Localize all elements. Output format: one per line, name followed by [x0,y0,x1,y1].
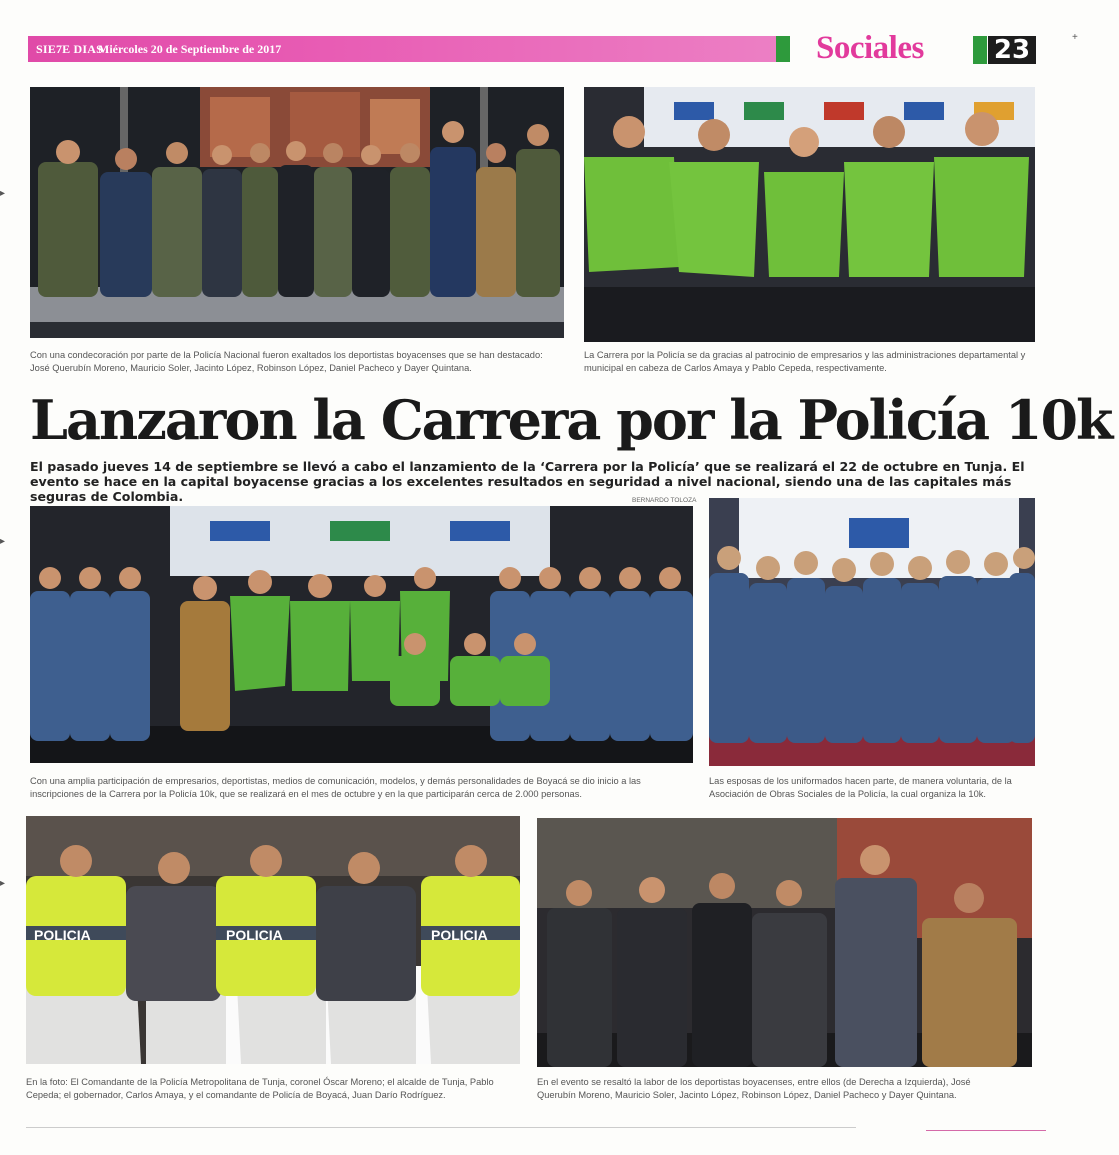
footer-rule [26,1127,856,1128]
page-margin-mark: + [1072,32,1078,43]
issue-date: Miércoles 20 de Septiembre de 2017 [98,42,282,56]
section-title: Sociales [816,30,924,66]
photo-caption: Las esposas de los uniformados hacen parte, de manera voluntaria, de la Asociación de Obras Sociales de la Policía, la cual organiza la 10k. [709,776,1012,799]
footer-rule [926,1130,1046,1131]
page-margin-mark: ▸ [0,878,6,889]
page-number-green-block [973,36,987,64]
page-margin-mark: ▸ [0,536,6,547]
photo-honored-athletes [537,818,1032,1067]
photo-caption: Con una amplia participación de empresarios, deportistas, medios de comunicación, modelos, y demás personalidades de Boyacá se dio inicio a las inscripciones de la Carrera por la Policía 10k, que se realizará en el mes de octubre y en la que participarán cerca de 2.000 personas. [30,776,641,799]
article-lead: El pasado jueves 14 de septiembre se llevó a cabo el lanzamiento de la ‘Carrera por la Policía’ que se realizará el 22 de octubre en Tunja. El evento se hace en la capital boyacense gracias a los excelentes resultados en seguridad a nivel nacional, siendo una de las capitales más seguras de Colombia. [30,459,1025,504]
page-number: 23 [988,36,1036,64]
photo-sponsors-green-ponchos [584,87,1035,342]
photo-caption: En la foto: El Comandante de la Policía Metropolitana de Tunja, coronel Óscar Moreno; el alcalde de Tunja, Pablo Cepeda; el gobernador, Carlos Amaya, y el comandante de Policía de Boyacá, Juan Darío Rodríguez. [26,1077,494,1100]
photo-group-launch [30,506,693,763]
photo-athletes-awarded [30,87,564,338]
photo-seated-officials [26,816,520,1064]
photo-police-wives [709,498,1035,766]
photo-caption: En el evento se resaltó la labor de los deportistas boyacenses, entre ellos (de Derecha a Izquierda), José Querubín Moreno, Mauricio Soler, Jacinto López, Robinson López, Daniel Pacheco y Dayer Quintana. [537,1077,971,1100]
vest-label: POLICIA [226,927,283,943]
photo-caption: La Carrera por la Policía se da gracias al patrocinio de empresarios y las administraciones departamental y municipal en cabeza de Carlos Amaya y Pablo Cepeda, respectivamente. [584,350,1026,373]
vest-label: POLICIA [34,927,91,943]
page-margin-mark: ▸ [0,188,6,199]
article-headline: Lanzaron la Carrera por la Policía 10k [30,388,1112,452]
photo-caption: Con una condecoración por parte de la Policía Nacional fueron exaltados los deportistas boyacenses que se han destacado: José Querubín Moreno, Mauricio Soler, Jacinto López, Robinson López, Daniel Pacheco y Dayer Quintana. [30,350,543,373]
publication-name: SIE7E DIAS [36,42,104,56]
photo-credit: BERNARDO TOLOZA [632,497,697,504]
vest-label: POLICIA [431,927,488,943]
header-green-block [776,36,790,62]
